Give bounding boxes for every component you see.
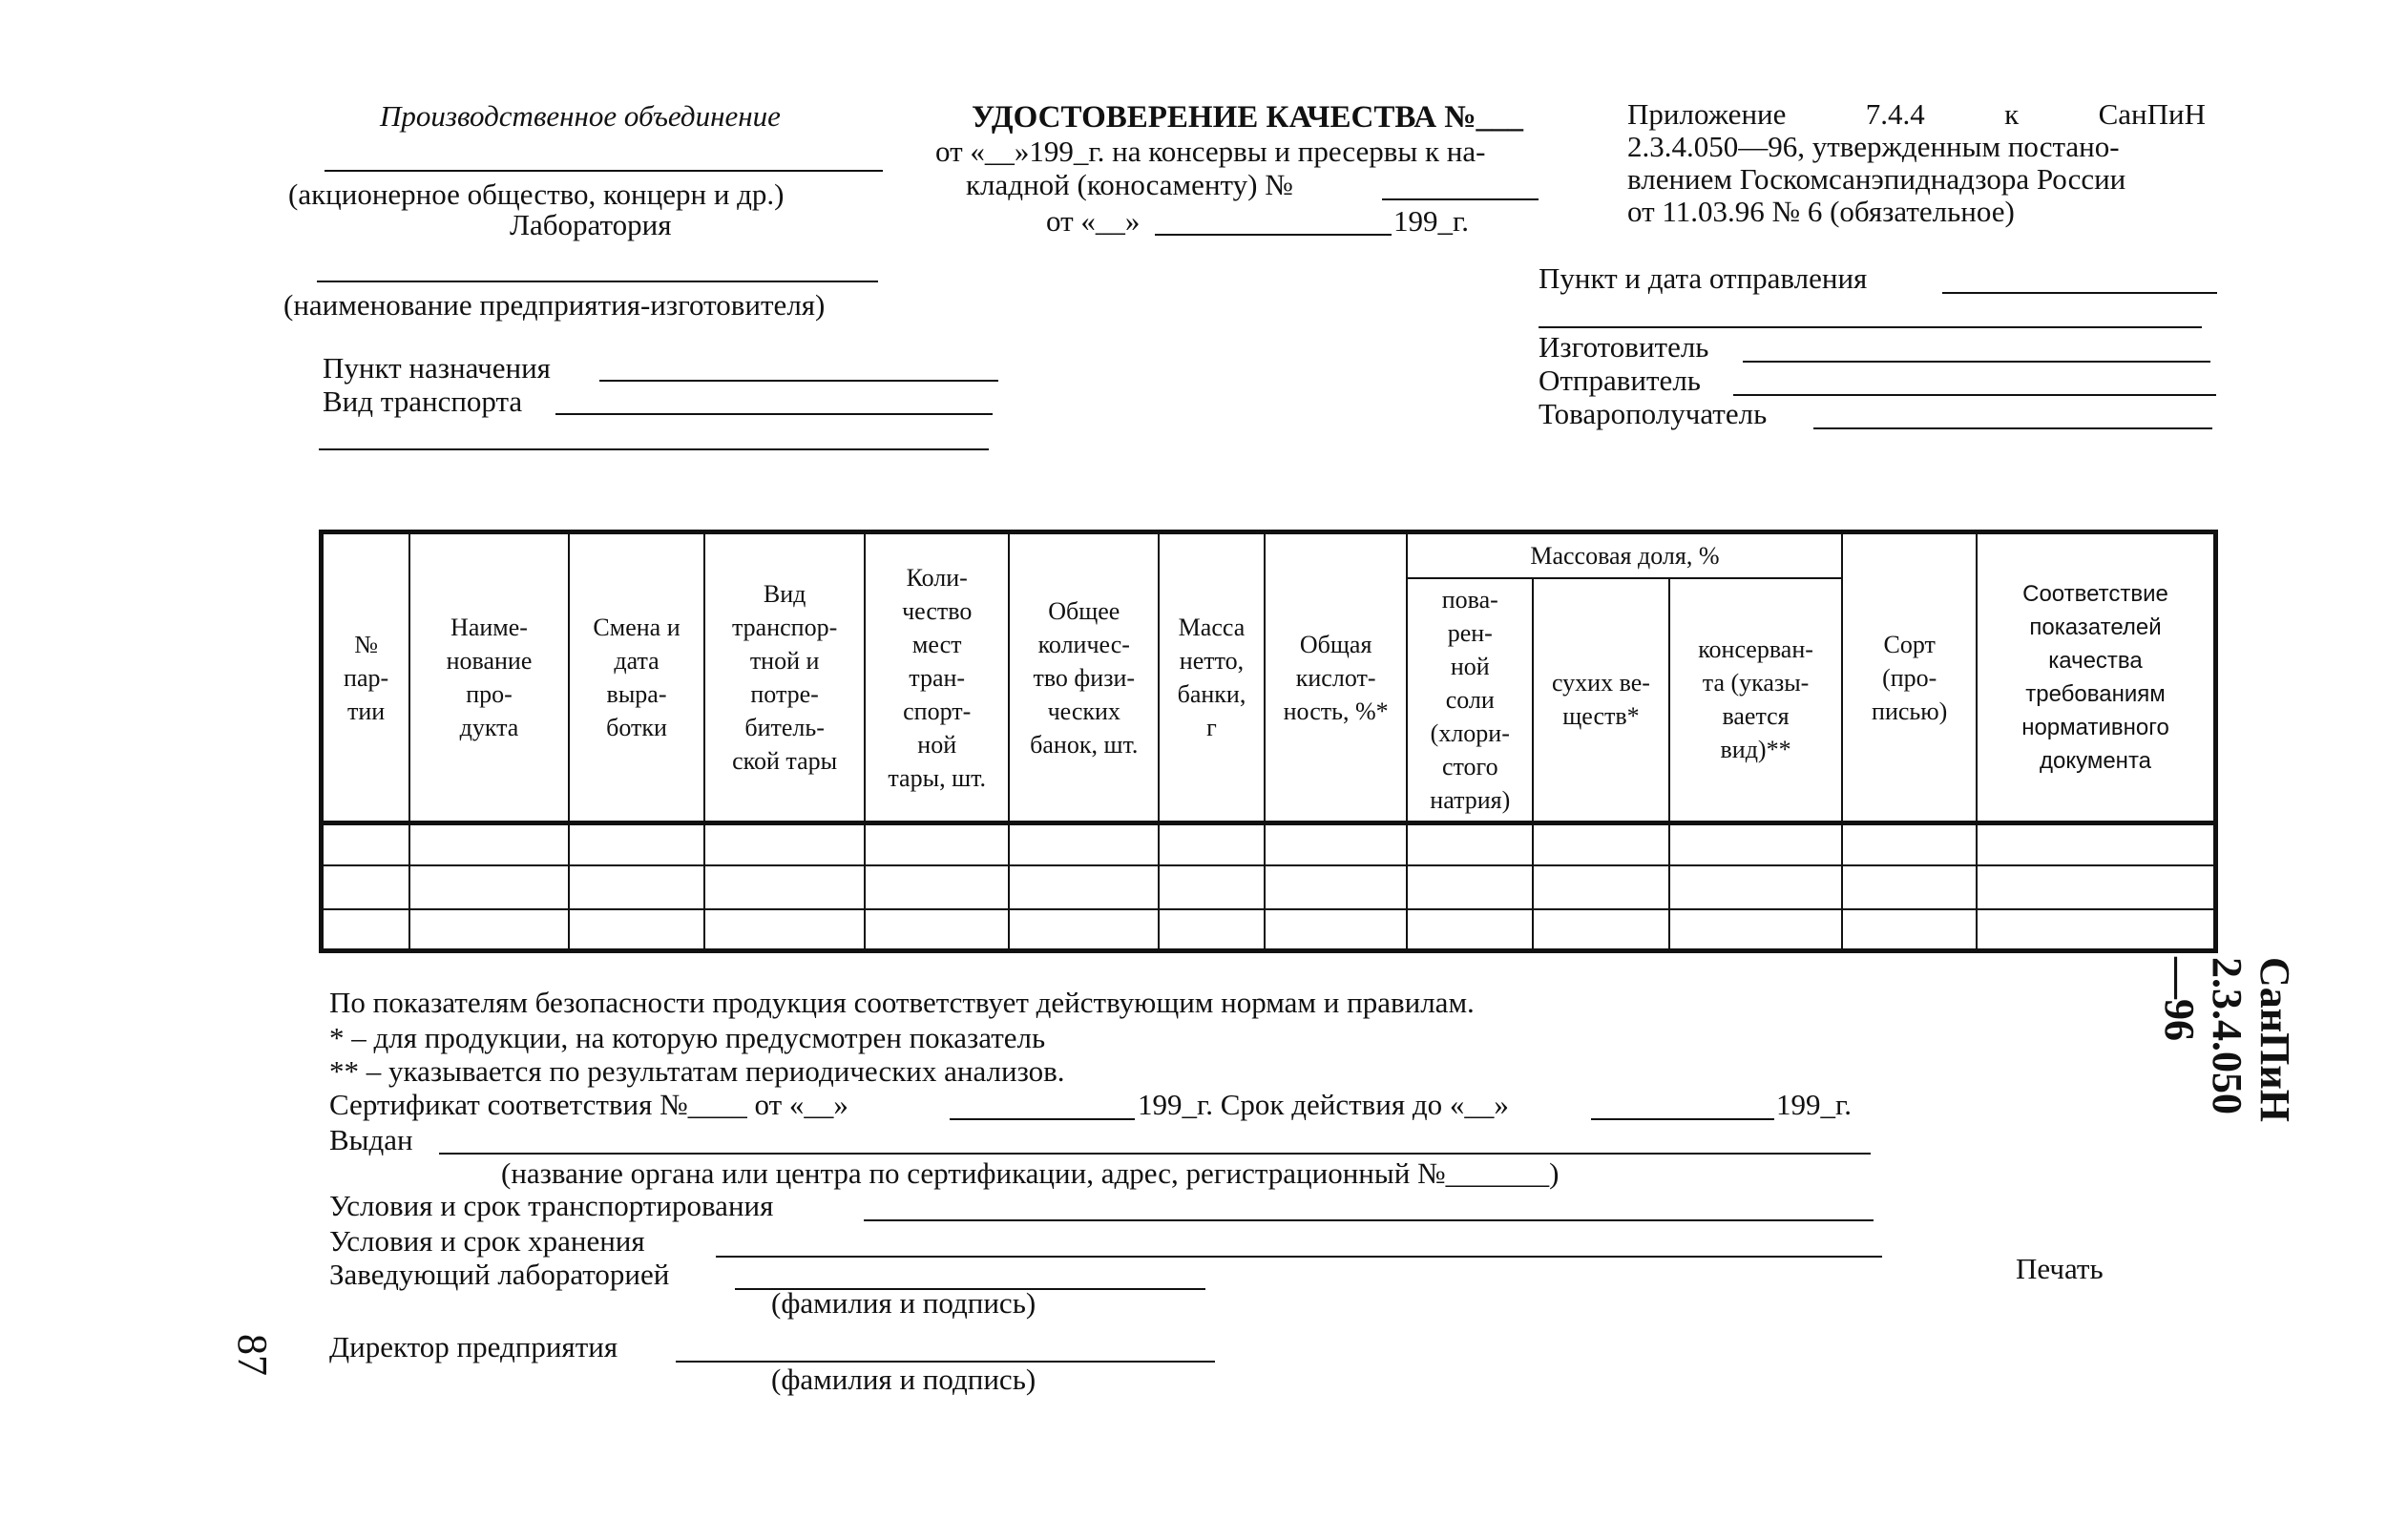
- table-cell[interactable]: [1977, 865, 2216, 909]
- validity-date-line: [1591, 1118, 1774, 1120]
- footnote-1: * – для продукции, на которую предусмотрен показатель: [329, 1021, 1046, 1054]
- storage-conditions-line: [716, 1256, 1882, 1258]
- page-number: 87: [229, 1334, 276, 1376]
- table-cell[interactable]: [865, 865, 1010, 909]
- table-cell[interactable]: [704, 909, 865, 951]
- table-cell[interactable]: [1159, 909, 1265, 951]
- org-caption: (акционерное общество, концерн и др.): [288, 177, 785, 211]
- table-cell[interactable]: [1265, 909, 1408, 951]
- appendix-line3: влением Госкомсанэпиднадзора России: [1627, 162, 2126, 196]
- manufacturer-line: [1743, 361, 2210, 363]
- table-cell[interactable]: [1407, 865, 1533, 909]
- col-acidity: Общая кислот- ность, %*: [1265, 532, 1408, 823]
- table-cell[interactable]: [1669, 823, 1843, 865]
- certificate-line1: от «__»199_г. на консервы и пресервы к на-: [935, 135, 1486, 168]
- table-cell[interactable]: [409, 865, 569, 909]
- table-cell[interactable]: [1669, 909, 1843, 951]
- col-compliance: Соответствие показателей качества требованиям нормативного документа: [1977, 532, 2216, 823]
- certificate-validity: 199_г. Срок действия до «__»: [1138, 1088, 1509, 1121]
- table-cell[interactable]: [569, 865, 705, 909]
- table-cell[interactable]: [322, 865, 410, 909]
- issued-label: Выдан: [329, 1123, 413, 1156]
- lab-label: Лаборатория: [510, 208, 672, 241]
- org-title: Производственное объединение: [380, 99, 781, 133]
- table-row: [322, 865, 2216, 909]
- footnote-2: ** – указывается по результатам периодических анализов.: [329, 1054, 1065, 1088]
- issued-line: [439, 1153, 1871, 1155]
- certificate-title: УДОСТОВЕРЕНИЕ КАЧЕСТВА №___: [972, 100, 1524, 135]
- col-product: Наиме- нование про- дукта: [409, 532, 569, 823]
- lab-head-sign-caption: (фамилия и подпись): [771, 1286, 1036, 1320]
- col-salt: пова- рен- ной соли (хлори- стого натрия): [1407, 578, 1533, 823]
- col-shift: Смена и дата выра- ботки: [569, 532, 705, 823]
- waybill-line: [1382, 198, 1539, 200]
- appendix-line2: 2.3.4.050—96, утвержденным постано-: [1627, 130, 2120, 163]
- table-cell[interactable]: [1265, 865, 1408, 909]
- table-cell[interactable]: [1842, 865, 1977, 909]
- appendix-line4: от 11.03.96 № 6 (обязательное): [1627, 195, 2015, 228]
- table-cell[interactable]: [1669, 865, 1843, 909]
- director-sign-caption: (фамилия и подпись): [771, 1363, 1036, 1396]
- certificate-line2: кладной (коносаменту) №: [966, 168, 1293, 201]
- table-cell[interactable]: [865, 823, 1010, 865]
- departure-line: [1942, 292, 2217, 294]
- table-cell[interactable]: [569, 909, 705, 951]
- table-cell[interactable]: [1009, 865, 1159, 909]
- director-label: Директор предприятия: [329, 1330, 618, 1363]
- col-net-mass: Масса нетто, банки, г: [1159, 532, 1265, 823]
- recipient-label: Товарополучатель: [1539, 397, 1768, 430]
- table-cell[interactable]: [569, 823, 705, 865]
- table-cell[interactable]: [1009, 823, 1159, 865]
- sender-line: [1733, 394, 2216, 396]
- table-cell[interactable]: [1159, 865, 1265, 909]
- col-preservative: консерван- та (указы- вается вид)**: [1669, 578, 1843, 823]
- transport-conditions-line: [864, 1219, 1874, 1221]
- date-line: [1155, 234, 1392, 236]
- transport-label: Вид транспорта: [323, 385, 523, 418]
- destination-label: Пункт назначения: [323, 351, 551, 385]
- table-cell[interactable]: [865, 909, 1010, 951]
- table-cell[interactable]: [1977, 823, 2216, 865]
- table-cell[interactable]: [1533, 823, 1669, 865]
- table-cell[interactable]: [1977, 909, 2216, 951]
- table-cell[interactable]: [1265, 823, 1408, 865]
- storage-conditions-label: Условия и срок хранения: [329, 1224, 645, 1258]
- transport-line-2: [319, 448, 989, 450]
- table-cell[interactable]: [409, 823, 569, 865]
- appendix-line1: Приложение 7.4.4 к СанПиН: [1627, 97, 2206, 131]
- table-cell[interactable]: [704, 865, 865, 909]
- maker-caption: (наименование предприятия-изготовителя): [283, 288, 826, 322]
- departure-label: Пункт и дата отправления: [1539, 261, 1868, 295]
- table-cell[interactable]: [1407, 823, 1533, 865]
- col-batch: № пар- тии: [322, 532, 410, 823]
- manufacturer-label: Изготовитель: [1539, 330, 1709, 364]
- org-line: [325, 170, 883, 172]
- certificate-line3-prefix: от «__»: [1046, 204, 1141, 238]
- table-cell[interactable]: [1407, 909, 1533, 951]
- side-document-title: СанПиН 2.3.4.050—96: [2156, 957, 2298, 1122]
- col-dry-matter: сухих ве- ществ*: [1533, 578, 1669, 823]
- lab-line: [317, 281, 878, 282]
- table-cell[interactable]: [704, 823, 865, 865]
- table-header-row-1: [322, 532, 2216, 578]
- col-places: Коли- чество мест тран- спорт- ной тары, шт.: [865, 532, 1010, 823]
- table-cell[interactable]: [1533, 865, 1669, 909]
- col-container-type: Вид транспор- тной и потре- битель- ской тары: [704, 532, 865, 823]
- sender-label: Отправитель: [1539, 364, 1701, 397]
- col-grade: Сорт (про- писью): [1842, 532, 1977, 823]
- table-cell[interactable]: [1009, 909, 1159, 951]
- certificate-year: 199_г.: [1776, 1088, 1852, 1121]
- stamp-label: Печать: [2016, 1252, 2104, 1285]
- table-cell[interactable]: [1533, 909, 1669, 951]
- quality-table: [319, 530, 2218, 953]
- transport-line: [555, 413, 993, 415]
- cert-date-line: [950, 1118, 1135, 1120]
- table-cell[interactable]: [1159, 823, 1265, 865]
- table-cell[interactable]: [322, 823, 410, 865]
- col-total-cans: Общее количес- тво физи- ческих банок, шт.: [1009, 532, 1159, 823]
- certificate-label: Сертификат соответствия №____ от «__»: [329, 1088, 848, 1121]
- table-cell[interactable]: [322, 909, 410, 951]
- table-row: [322, 909, 2216, 951]
- table-cell[interactable]: [1842, 823, 1977, 865]
- departure-line-2: [1539, 326, 2202, 328]
- table-row: [322, 823, 2216, 865]
- safety-statement: По показателям безопасности продукция соответствует действующим нормам и правилам.: [329, 986, 1475, 1019]
- table-cell[interactable]: [409, 909, 569, 951]
- transport-conditions-label: Условия и срок транспортирования: [329, 1189, 774, 1222]
- destination-line: [599, 380, 998, 382]
- lab-head-label: Заведующий лабораторией: [329, 1258, 670, 1291]
- issued-caption: (название органа или центра по сертификации, адрес, регистрационный №_______): [501, 1156, 1560, 1190]
- recipient-line: [1813, 427, 2212, 429]
- table-cell[interactable]: [1842, 909, 1977, 951]
- col-group-mass-fraction: Массовая доля, %: [1407, 532, 1842, 578]
- certificate-line3-suffix: 199_г.: [1393, 204, 1469, 238]
